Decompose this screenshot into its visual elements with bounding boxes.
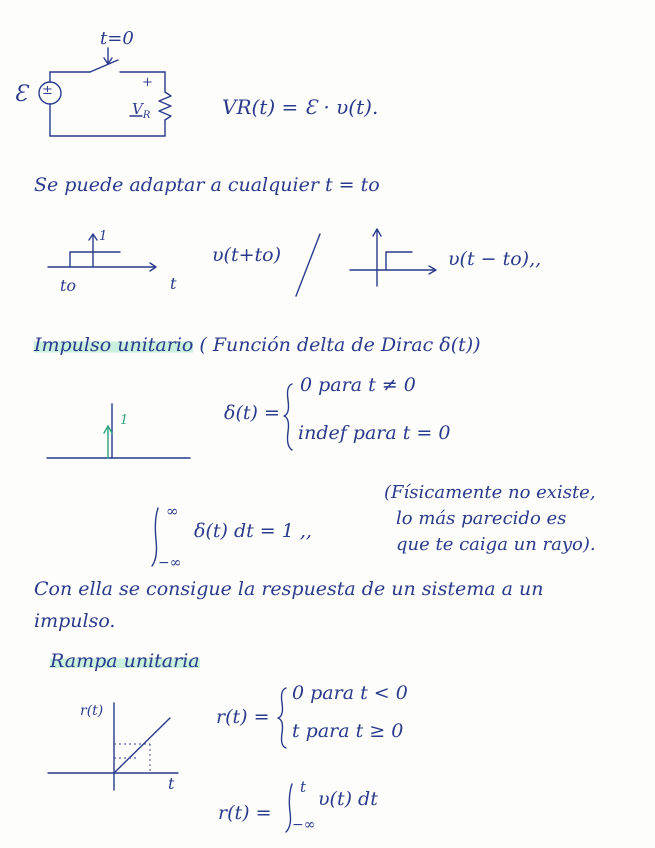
ramp-heading: Rampa unitaria: [50, 650, 200, 672]
impulse-integral-upper: ∞: [166, 502, 179, 520]
impulse-def-case2: indef para t = 0: [298, 422, 451, 444]
resistor-plus: +: [142, 75, 153, 90]
circuit-diagram: [39, 48, 171, 136]
step-t-label: t: [170, 274, 177, 293]
separator-slash: [296, 234, 320, 296]
impulse-integral-body: δ(t) dt = 1 ,,: [194, 520, 312, 542]
step-t0-label: to: [60, 276, 77, 295]
source-polarity: ±: [42, 83, 53, 98]
impulse-def-lhs: δ(t) =: [224, 402, 280, 424]
impulse-note-line3: que te caiga un rayo).: [396, 534, 596, 555]
impulse-note-line1: (Físicamente no existe,: [384, 482, 596, 503]
ramp-def-lhs: r(t) =: [216, 706, 270, 728]
step-level-label: 1: [99, 229, 108, 244]
step-eq-left: υ(t+to): [212, 244, 282, 266]
impulse-def-case1: 0 para t ≠ 0: [300, 374, 416, 396]
ramp-plot: [48, 703, 178, 793]
ramp-integral-lhs: r(t) =: [218, 802, 272, 824]
ramp-def-case2: t para t ≥ 0: [292, 720, 404, 742]
step-plot-right: [350, 229, 436, 286]
impulse-heading: Impulso unitario ( Función delta de Dirac δ(t)): [34, 334, 481, 356]
ramp-t-label: t: [168, 774, 175, 793]
ramp-axis-label: r(t): [80, 703, 104, 719]
ramp-brace: [278, 688, 286, 748]
adapt-line: Se puede adaptar a cualquier t = to: [34, 174, 380, 196]
ramp-integral-lower: −∞: [292, 817, 316, 833]
impulse-response-line1: Con ella se consigue la respuesta de un sistema a un: [34, 578, 544, 600]
impulse-note-line2: lo más parecido es: [396, 508, 567, 529]
impulse-level-label: 1: [120, 413, 129, 428]
impulse-plot: [47, 404, 190, 458]
impulse-brace: [284, 384, 292, 450]
impulse-response-line2: impulso.: [34, 610, 116, 632]
step-eq-right: υ(t − to),,: [448, 248, 542, 270]
ramp-integral-upper: t: [300, 778, 307, 796]
ramp-def-case1: 0 para t < 0: [292, 682, 408, 704]
switch-label: t=0: [100, 28, 134, 49]
source-label: Ɛ: [14, 82, 28, 107]
ramp-integral-body: υ(t) dt: [318, 788, 378, 810]
circuit-equation: VR(t) = Ɛ · υ(t).: [222, 95, 379, 119]
impulse-integral-lower: −∞: [158, 555, 182, 571]
resistor-voltage-label: $V_R$: [132, 100, 151, 121]
